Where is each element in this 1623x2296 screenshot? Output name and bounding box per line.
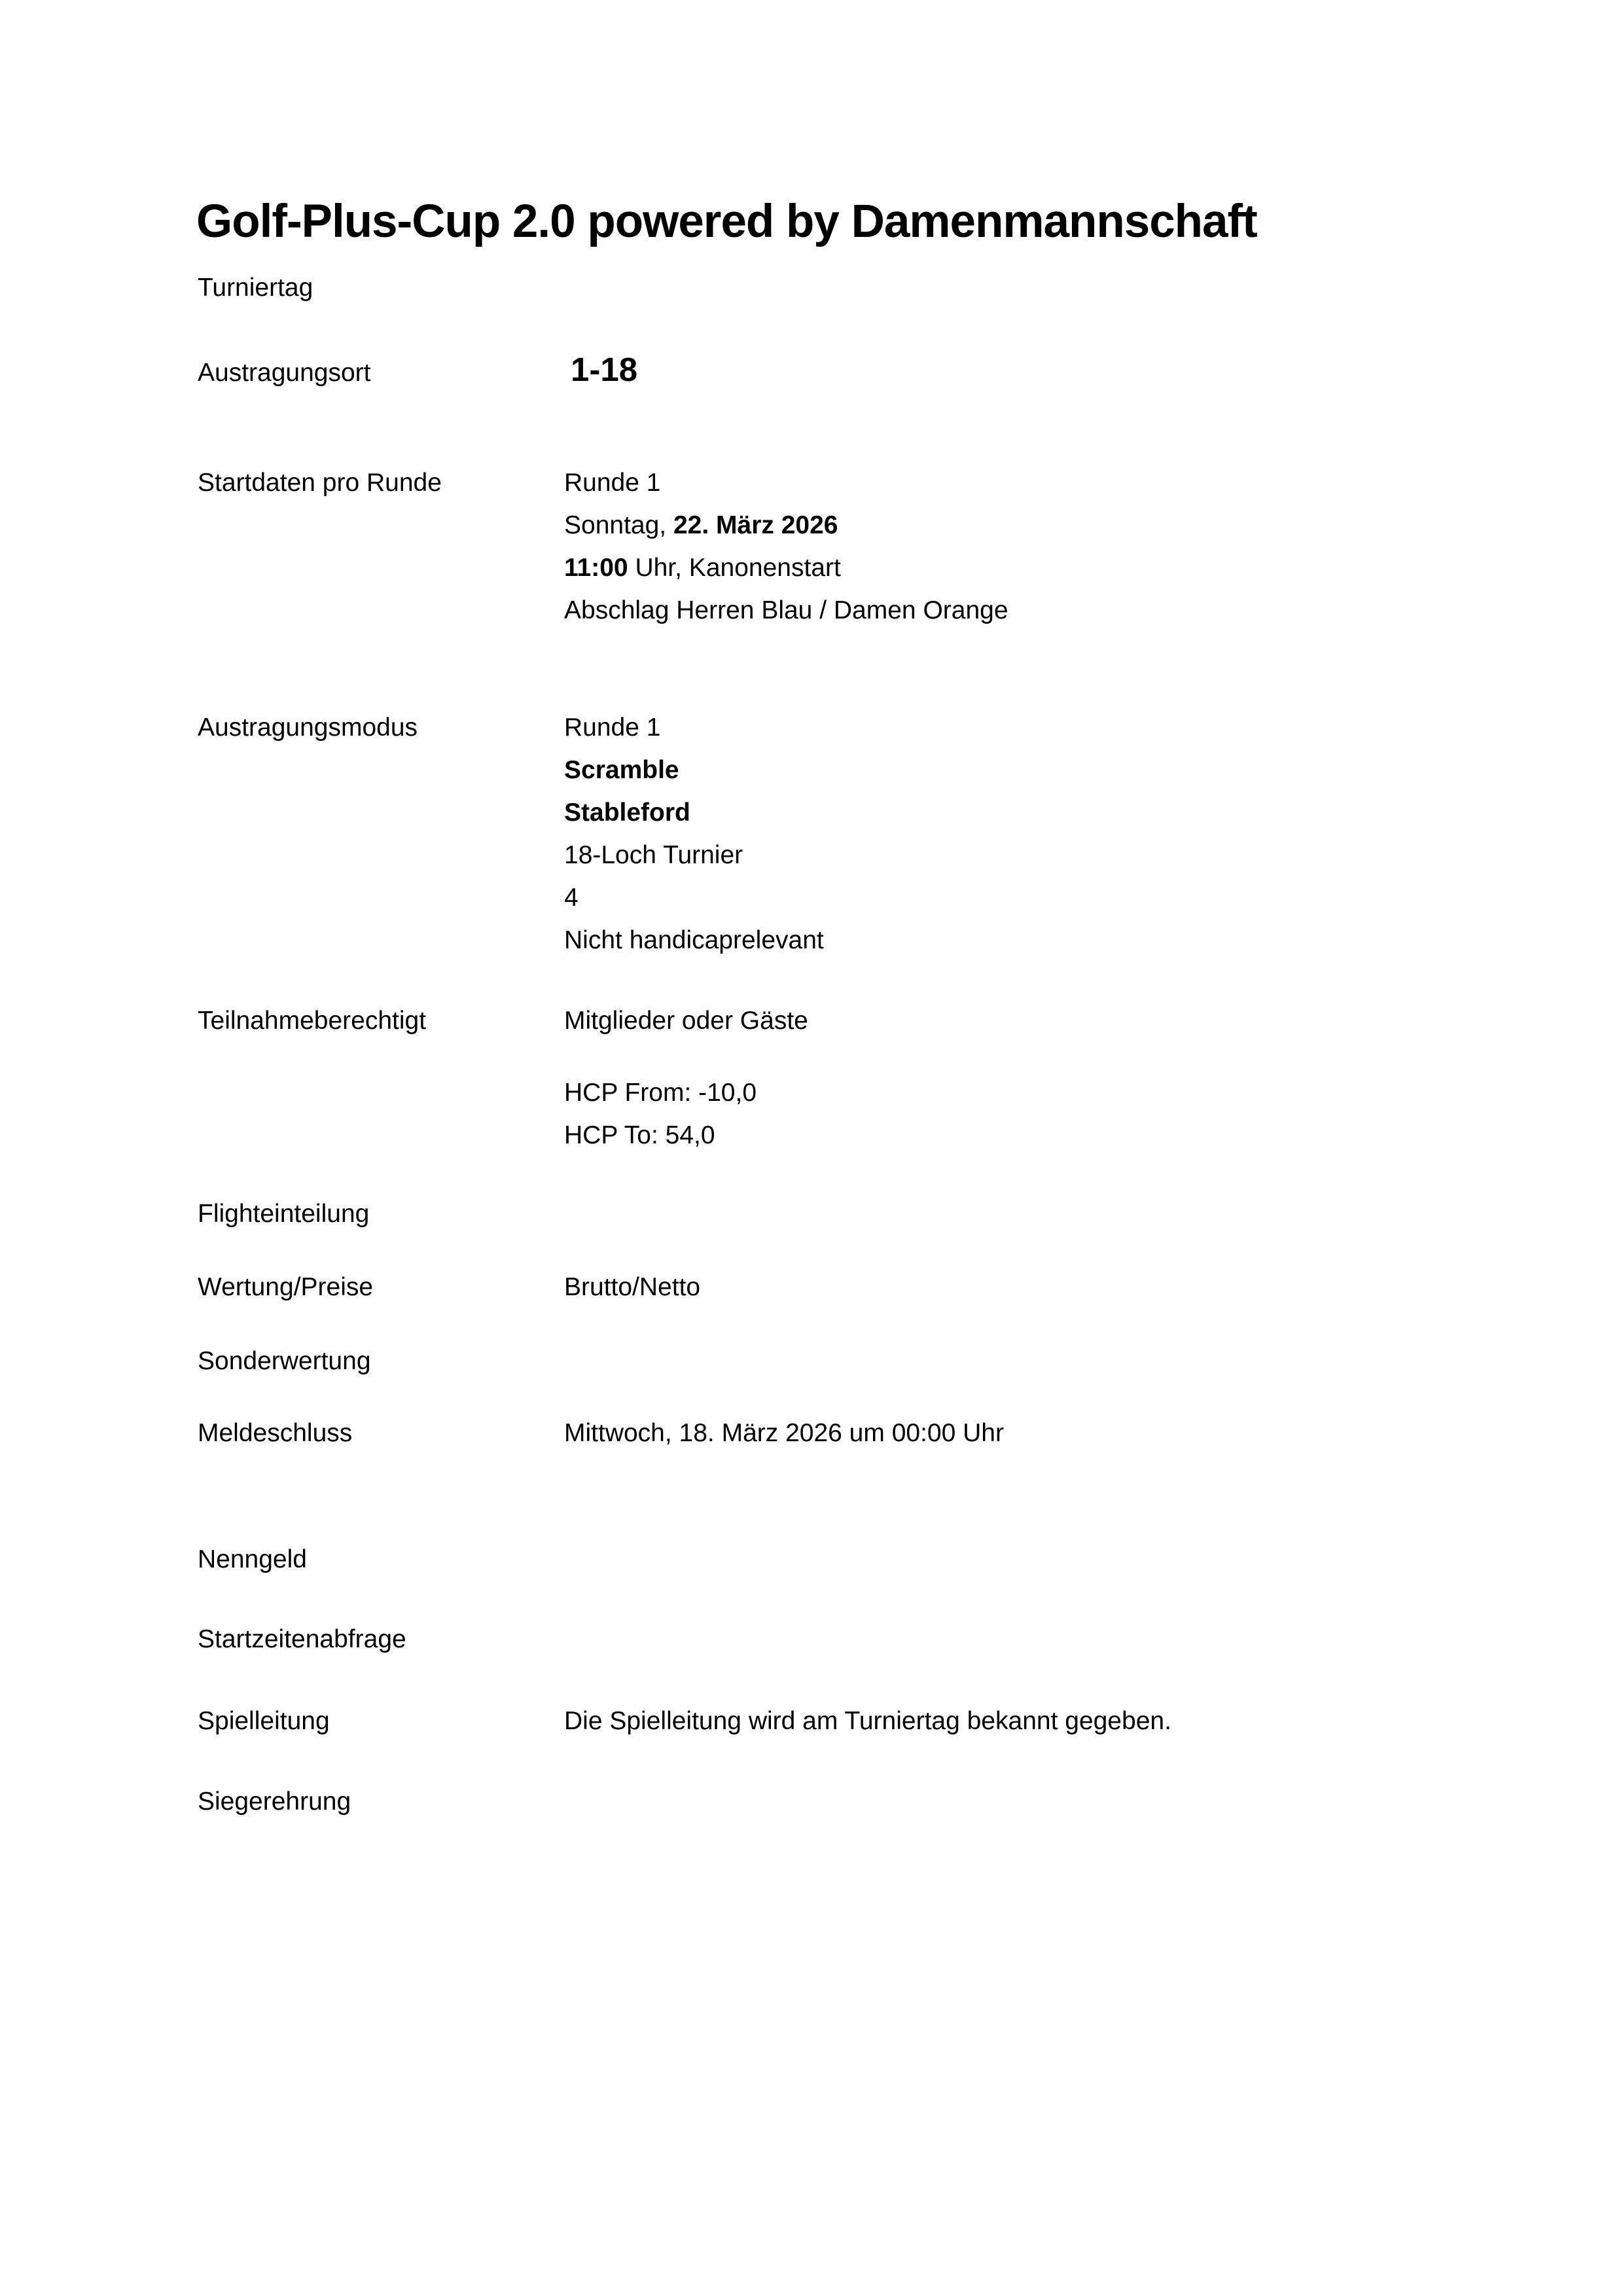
field-row-meldeschluss (198, 1412, 1584, 1454)
startdaten-day: Sonntag, (564, 511, 673, 539)
field-label-sonderwertung: Sonderwertung (198, 1347, 371, 1375)
startdaten-runde: Runde 1 (564, 469, 661, 497)
field-value-wertung-preise: Brutto/Netto (564, 1273, 701, 1301)
field-label-austragungsort: Austragungsort (198, 359, 371, 387)
field-value-spielleitung: Die Spielleitung wird am Turniertag bekannt gegeben. (564, 1707, 1171, 1735)
field-label-teilnahmeberechtigt: Teilnahmeberechtigt (198, 1007, 427, 1035)
field-label-austragungsmodus: Austragungsmodus (198, 713, 418, 742)
field-label-wertung-preise: Wertung/Preise (198, 1273, 374, 1301)
field-label-startzeitenabfrage: Startzeitenabfrage (198, 1625, 406, 1653)
page-title: Golf-Plus-Cup 2.0 powered by Damenmannschaft (196, 195, 1257, 247)
hcp-block (564, 1071, 808, 1157)
field-row-austragungsmodus (198, 706, 1584, 961)
modus-handicap: Nicht handicaprelevant (564, 926, 824, 954)
field-row-nenngeld (198, 1538, 1584, 1581)
modus-scramble: Scramble (564, 756, 679, 784)
modus-anzahl: 4 (564, 884, 579, 912)
field-row-flighteinteilung (198, 1193, 1584, 1235)
field-row-wertung-preise (198, 1266, 1584, 1308)
field-value-startdaten (564, 461, 1008, 632)
field-label-nenngeld: Nenngeld (198, 1545, 307, 1573)
startdaten-time-suffix: Uhr, Kanonenstart (628, 554, 841, 582)
field-row-austragungsort (198, 348, 1584, 394)
field-row-teilnahmeberechtigt (198, 999, 1584, 1157)
field-row-spielleitung (198, 1700, 1584, 1742)
hcp-from: HCP From: -10,0 (564, 1079, 757, 1107)
field-row-turniertag (198, 266, 1584, 309)
field-value-austragungsort: 1-18 (571, 351, 638, 388)
field-label-meldeschluss: Meldeschluss (198, 1419, 353, 1447)
startdaten-date: 22. März 2026 (673, 511, 838, 539)
startdaten-abschlag: Abschlag Herren Blau / Damen Orange (564, 596, 1008, 624)
teilnahme-value: Mitglieder oder Gäste (564, 1007, 808, 1035)
field-value-austragungsmodus (564, 706, 824, 961)
startdaten-time-line (564, 547, 1008, 589)
field-label-spielleitung: Spielleitung (198, 1707, 330, 1735)
field-label-turniertag: Turniertag (198, 274, 313, 302)
startdaten-date-line (564, 504, 1008, 547)
field-row-startdaten (198, 461, 1584, 632)
field-value-teilnahmeberechtigt (564, 999, 808, 1157)
modus-loch: 18-Loch Turnier (564, 841, 743, 869)
field-label-startdaten: Startdaten pro Runde (198, 469, 442, 497)
startdaten-time: 11:00 (564, 554, 628, 582)
field-value-meldeschluss: Mittwoch, 18. März 2026 um 00:00 Uhr (564, 1419, 1004, 1447)
field-row-sonderwertung (198, 1340, 1584, 1382)
field-row-startzeitenabfrage (198, 1618, 1584, 1660)
modus-runde: Runde 1 (564, 713, 661, 742)
field-label-flighteinteilung: Flighteinteilung (198, 1200, 370, 1228)
field-label-siegerehrung: Siegerehrung (198, 1787, 351, 1816)
hcp-to: HCP To: 54,0 (564, 1121, 715, 1149)
modus-stableford: Stableford (564, 798, 690, 827)
field-row-siegerehrung (198, 1780, 1584, 1823)
